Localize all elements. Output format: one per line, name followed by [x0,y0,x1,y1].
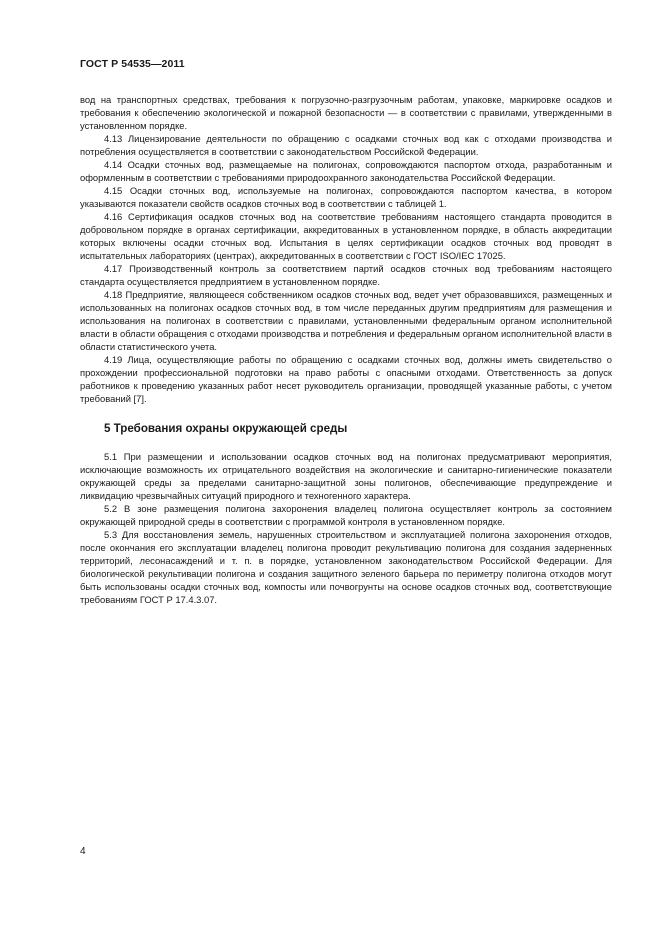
paragraph-4-16: 4.16 Сертификация осадков сточных вод на соответствие требованиям настоящего стандарта проводится в добровольном порядке в органах сертификации, аккредитованных в установленном порядке, в область аккредитации которых включены осадки сточных вод. Испытания в целях сертификации осадков сточных вод проводят в испытательных лабораториях (центрах), аккредитованных в соответствии с ГОСТ ISO/IEC 17025. [80,211,612,261]
paragraph-5-3: 5.3 Для восстановления земель, нарушенных строительством и эксплуатацией полигона захоронения отходов, после окончания его эксплуатации владелец полигона проводит рекультивацию полигона для создания задерненных территорий, лесонасаждений и т. п. в порядке, установленном законодательством Российской Федерации. Для биологической рекультивации полигона и создания защитного зеленого барьера по периметру полигона отходов могут быть использованы осадки сточных вод, компосты или почвогрунты на основе осадков сточных вод, соответствующие требованиям ГОСТ Р 17.4.3.07. [80,529,612,605]
paragraph-4-19: 4.19 Лица, осуществляющие работы по обращению с осадками сточных вод, должны иметь свидетельство о прохождении профессиональной подготовки на право работы с опасными отходами. Ответственность за допуск работников к проведению указанных работ несет руководитель организации, проводящей указанные работы, с учетом требований [7]. [80,354,612,404]
paragraph-5-2: 5.2 В зоне размещения полигона захоронения владелец полигона осуществляет контроль за состоянием окружающей природной среды в соответствии с программой контроля в установленном порядке. [80,503,612,527]
section-5-title: 5 Требования охраны окружающей среды [104,422,348,435]
page-number: 4 [80,846,86,857]
standard-code-header: ГОСТ Р 54535—2011 [80,58,185,70]
paragraph-4-13: 4.13 Лицензирование деятельности по обращению с осадками сточных вод как с отходами производства и потребления осуществляется в соответствии с законодательством Российской Федерации. [80,133,612,157]
paragraph-5-1: 5.1 При размещении и использовании осадков сточных вод на полигонах предусматривают мероприятия, исключающие возможность их отрицательного воздействия на экологические и санитарно-гигиенические показатели окружающей среды за пределами санитарно-защитной зоны полигонов, обеспечивающие предупреждение и ликвидацию чрезвычайных ситуаций природного и техногенного характера. [80,451,612,501]
paragraph-continuation: вод на транспортных средствах, требования к погрузочно-разгрузочным работам, упаковке, маркировке осадков и требования к обеспечению экологической и пожарной безопасности — в соответствии с правилами, утвержденными в установленном порядке. [80,94,612,131]
paragraph-4-17: 4.17 Производственный контроль за соответствием партий осадков сточных вод требованиям настоящего стандарта осуществляется предприятием в установленном порядке. [80,263,612,287]
paragraph-4-15: 4.15 Осадки сточных вод, используемые на полигонах, сопровождаются паспортом качества, в котором указываются показатели свойств осадков сточных вод в соответствии с таблицей 1. [80,185,612,209]
paragraph-4-18: 4.18 Предприятие, являющееся собственником осадков сточных вод, ведет учет образовавшихся, размещенных и использованных на полигонах осадков сточных вод, в том числе переданных другим предприятиям для размещения и использования на полигонах в соответствии с правилами, установленными федеральным органом исполнительной власти в области обращения с отходами производства и потребления и федеральным органом исполнительной власти в области статистического учета. [80,289,612,352]
paragraph-4-14: 4.14 Осадки сточных вод, размещаемые на полигонах, сопровождаются паспортом отхода, разработанным и оформленным в соответствии с требованиями природоохранного законодательства Российской Федерации. [80,159,612,183]
document-body [80,93,612,606]
